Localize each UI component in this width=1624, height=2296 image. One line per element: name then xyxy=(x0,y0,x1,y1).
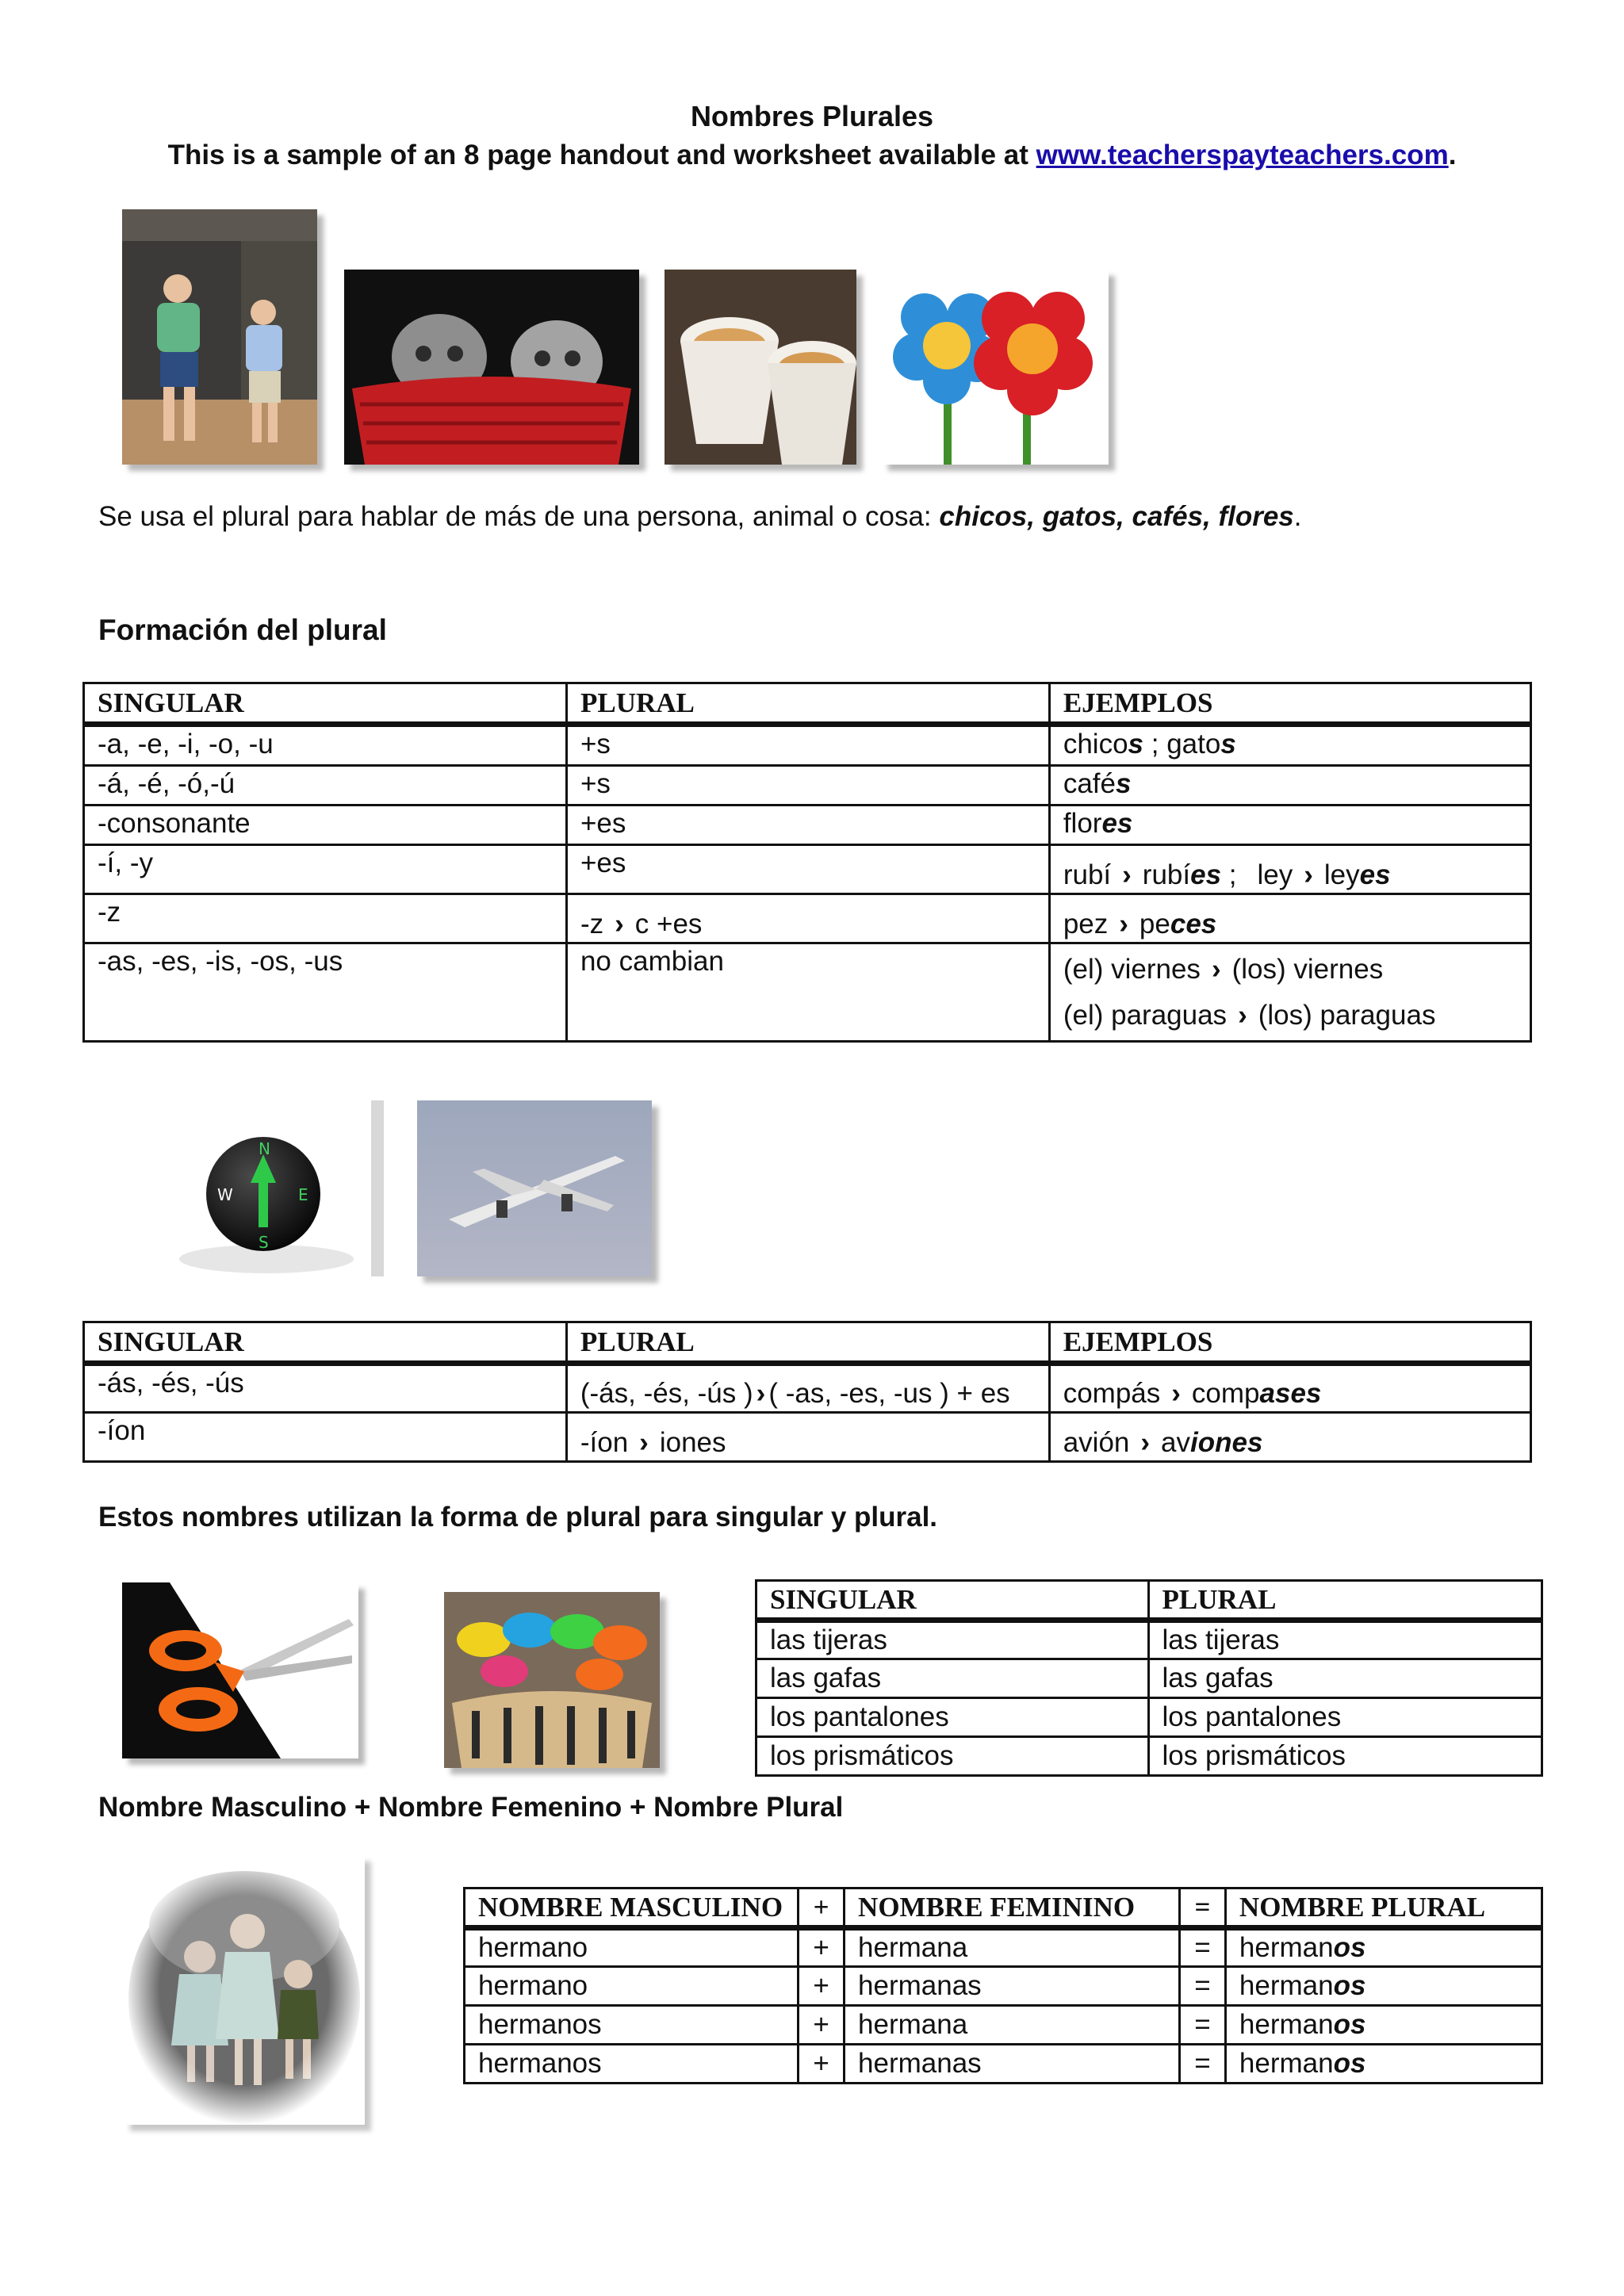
plural-cell: no cambian xyxy=(566,943,1049,1042)
example-cell xyxy=(1049,1413,1530,1462)
example-cell xyxy=(1049,845,1530,894)
table-row xyxy=(465,2045,1542,2084)
plural-stem: herman xyxy=(1239,1970,1334,2001)
example-ending: s xyxy=(1128,729,1144,760)
feminine-cell: hermanas xyxy=(845,2045,1180,2084)
table-row xyxy=(84,894,1531,943)
plural-only-nouns-table xyxy=(755,1579,1543,1777)
example-stem: (el) viernes xyxy=(1063,953,1201,985)
table-row xyxy=(465,1967,1542,2006)
singular-cell: los prismáticos xyxy=(756,1737,1149,1776)
example-stem: ley xyxy=(1257,859,1293,890)
example-cell xyxy=(1049,806,1530,845)
example-stem: chico xyxy=(1063,729,1128,760)
table-row xyxy=(84,725,1531,766)
singular-cell: -as, -es, -is, -os, -us xyxy=(84,943,567,1042)
plural-rule: ( -as, -es, -us ) + es xyxy=(768,1378,1010,1409)
column-header-femenino: NOMBRE FEMININO xyxy=(845,1888,1180,1928)
table-row xyxy=(84,1364,1531,1413)
arrow-right-icon: › xyxy=(1304,859,1313,890)
plural-rule: (-ás, -és, -ús ) xyxy=(580,1378,753,1409)
feminine-cell: hermanas xyxy=(845,1967,1180,2006)
masculine-cell: hermano xyxy=(465,1967,799,2006)
singular-cell: -ás, -és, -ús xyxy=(84,1364,567,1413)
arrow-right-icon: › xyxy=(756,1378,766,1409)
singular-cell: las tijeras xyxy=(756,1621,1149,1659)
plural-cell xyxy=(566,894,1049,943)
section3-heading: Estos nombres utilizan la forma de plural para singular y plural. xyxy=(98,1502,938,1533)
page-title: Nombres Plurales xyxy=(690,100,934,132)
table-row xyxy=(84,806,1531,845)
table-row xyxy=(84,845,1531,894)
table-header-row xyxy=(84,1322,1531,1364)
siblings-photo xyxy=(124,1855,365,2125)
plural-cell: +s xyxy=(566,725,1049,766)
intro-end: . xyxy=(1293,501,1302,532)
column-header-singular: SINGULAR xyxy=(756,1581,1149,1621)
example-stem: (los) paraguas xyxy=(1258,999,1436,1031)
column-header-plural: PLURAL xyxy=(566,1322,1049,1364)
intro-sentence xyxy=(98,501,1302,533)
plural-stem: herman xyxy=(1239,2009,1334,2040)
example-ending: s xyxy=(1115,768,1132,799)
scissors-basket-photo xyxy=(444,1592,660,1768)
masculine-cell: hermanos xyxy=(465,2045,799,2084)
example-stem: rubí xyxy=(1063,859,1112,890)
flowers-photo xyxy=(882,270,1109,465)
subtitle-prefix: This is a sample of an 8 page handout and worksheet available at xyxy=(167,140,1036,170)
scissors-photo xyxy=(122,1582,358,1758)
masculine-cell: hermano xyxy=(465,1928,799,1967)
example-stem: ley xyxy=(1323,859,1360,890)
svg-text:S: S xyxy=(259,1233,269,1252)
kittens-photo xyxy=(344,270,639,465)
plural-cell xyxy=(1225,1967,1542,2006)
singular-cell: las gafas xyxy=(756,1659,1149,1698)
arrow-right-icon: › xyxy=(1171,1378,1181,1409)
equals-cell: = xyxy=(1180,2045,1226,2084)
example-stem: pe xyxy=(1139,909,1170,939)
example-stem: café xyxy=(1063,768,1116,799)
equals-cell: = xyxy=(1180,1967,1226,2006)
equals-cell: = xyxy=(1180,1928,1226,1967)
column-header-singular: SINGULAR xyxy=(84,683,567,725)
table-row xyxy=(756,1621,1542,1659)
section4-heading: Nombre Masculino + Nombre Femenino + Nombre Plural xyxy=(98,1792,844,1823)
example-ending: es xyxy=(1190,859,1222,890)
arrow-right-icon: › xyxy=(1122,859,1132,890)
plural-cell: los prismáticos xyxy=(1148,1737,1542,1776)
intro-examples: chicos, gatos, cafés, flores xyxy=(939,501,1294,532)
coffee-cups-photo xyxy=(665,270,856,465)
example-cell xyxy=(1049,725,1530,766)
plural-cell: las gafas xyxy=(1148,1659,1542,1698)
plural-cell xyxy=(566,1413,1049,1462)
svg-text:W: W xyxy=(217,1185,233,1204)
table-row xyxy=(84,943,1531,1042)
example-ending: iones xyxy=(1190,1427,1263,1458)
page-subtitle xyxy=(0,140,1624,171)
plural-cell: las tijeras xyxy=(1148,1621,1542,1659)
table-row xyxy=(465,1928,1542,1967)
arrow-right-icon: › xyxy=(1119,909,1128,939)
plural-rule: iones xyxy=(659,1427,726,1458)
plural-stem: herman xyxy=(1239,2048,1334,2079)
table-row xyxy=(756,1659,1542,1698)
column-header-masculino: NOMBRE MASCULINO xyxy=(465,1888,799,1928)
boys-photo xyxy=(122,209,317,465)
example-cell xyxy=(1049,943,1530,1042)
table-header-row xyxy=(84,683,1531,725)
example-stem: (los) viernes xyxy=(1231,953,1384,985)
arrow-right-icon: › xyxy=(1238,999,1247,1031)
column-header-plural: PLURAL xyxy=(566,683,1049,725)
singular-cell: los pantalones xyxy=(756,1698,1149,1737)
plural-rule: -z xyxy=(580,909,604,939)
example-cell xyxy=(1049,766,1530,806)
plural-cell: +s xyxy=(566,766,1049,806)
plural-cell xyxy=(566,1364,1049,1413)
svg-text:N: N xyxy=(259,1139,270,1158)
plural-stem: herman xyxy=(1239,1932,1334,1963)
plus-cell: + xyxy=(799,2045,845,2084)
table-row xyxy=(84,766,1531,806)
plural-ending: os xyxy=(1333,2009,1366,2040)
plural-ending: os xyxy=(1333,1932,1366,1963)
table-header-row xyxy=(465,1888,1542,1928)
singular-cell: -á, -é, -ó,-ú xyxy=(84,766,567,806)
plural-cell xyxy=(1225,2045,1542,2084)
example-stem: avión xyxy=(1063,1427,1130,1458)
example-stem: ; gato xyxy=(1143,729,1221,760)
feminine-cell: hermana xyxy=(845,1928,1180,1967)
example-ending: ases xyxy=(1259,1378,1322,1409)
column-header-nombre-plural: NOMBRE PLURAL xyxy=(1225,1888,1542,1928)
example-stem: rubí xyxy=(1142,859,1191,890)
section1-heading: Formación del plural xyxy=(98,614,387,646)
compass-photo xyxy=(147,1100,384,1276)
arrow-right-icon: › xyxy=(615,909,624,939)
plural-cell: +es xyxy=(566,806,1049,845)
intro-text: Se usa el plural para hablar de más de una persona, animal o cosa: xyxy=(98,501,940,532)
svg-text:E: E xyxy=(298,1185,308,1204)
example-ending: ces xyxy=(1170,909,1217,939)
column-header-ejemplos: EJEMPLOS xyxy=(1049,1322,1530,1364)
plural-accents-table xyxy=(82,1321,1532,1463)
column-header-plural: PLURAL xyxy=(1148,1581,1542,1621)
example-stem: (el) paraguas xyxy=(1063,999,1228,1031)
example-cell xyxy=(1049,1364,1530,1413)
masculine-cell: hermanos xyxy=(465,2006,799,2045)
example-stem: compás xyxy=(1063,1378,1161,1409)
plural-cell xyxy=(1225,2006,1542,2045)
singular-cell: -z xyxy=(84,894,567,943)
table-row xyxy=(756,1737,1542,1776)
subtitle-suffix: . xyxy=(1448,140,1457,170)
table-row xyxy=(84,1413,1531,1462)
arrow-right-icon: › xyxy=(639,1427,649,1458)
singular-cell: -consonante xyxy=(84,806,567,845)
example-ending: s xyxy=(1220,729,1236,760)
airplane-photo xyxy=(417,1100,652,1276)
plural-cell: los pantalones xyxy=(1148,1698,1542,1737)
example-stem: flor xyxy=(1063,808,1102,839)
table-row xyxy=(756,1698,1542,1737)
column-header-plus: + xyxy=(799,1888,845,1928)
plural-cell: +es xyxy=(566,845,1049,894)
arrow-right-icon: › xyxy=(1140,1427,1151,1458)
plural-ending: os xyxy=(1333,1970,1366,2001)
plus-cell: + xyxy=(799,1967,845,2006)
example-ending: es xyxy=(1359,859,1391,890)
example-stem: pez xyxy=(1063,909,1109,939)
plus-cell: + xyxy=(799,2006,845,2045)
singular-cell: -í, -y xyxy=(84,845,567,894)
plural-ending: os xyxy=(1333,2048,1366,2079)
masculine-feminine-plural-table xyxy=(463,1887,1543,2084)
singular-cell: -a, -e, -i, -o, -u xyxy=(84,725,567,766)
table-header-row xyxy=(756,1581,1542,1621)
arrow-right-icon: › xyxy=(1211,953,1221,985)
plus-cell: + xyxy=(799,1928,845,1967)
column-header-equals: = xyxy=(1180,1888,1226,1928)
plural-formation-table xyxy=(82,682,1532,1043)
plural-cell xyxy=(1225,1928,1542,1967)
plural-rule: -íon xyxy=(580,1427,629,1458)
example-ending: es xyxy=(1101,808,1133,839)
teacherspayteachers-link[interactable]: www.teacherspayteachers.com xyxy=(1036,140,1449,170)
example-cell xyxy=(1049,894,1530,943)
feminine-cell: hermana xyxy=(845,2006,1180,2045)
plural-rule: c +es xyxy=(634,909,703,939)
table-row xyxy=(465,2006,1542,2045)
column-header-ejemplos: EJEMPLOS xyxy=(1049,683,1530,725)
singular-cell: -íon xyxy=(84,1413,567,1462)
equals-cell: = xyxy=(1180,2006,1226,2045)
example-stem: comp xyxy=(1191,1378,1260,1409)
column-header-singular: SINGULAR xyxy=(84,1322,567,1364)
example-separator: ; xyxy=(1221,859,1237,890)
example-stem: av xyxy=(1161,1427,1190,1458)
